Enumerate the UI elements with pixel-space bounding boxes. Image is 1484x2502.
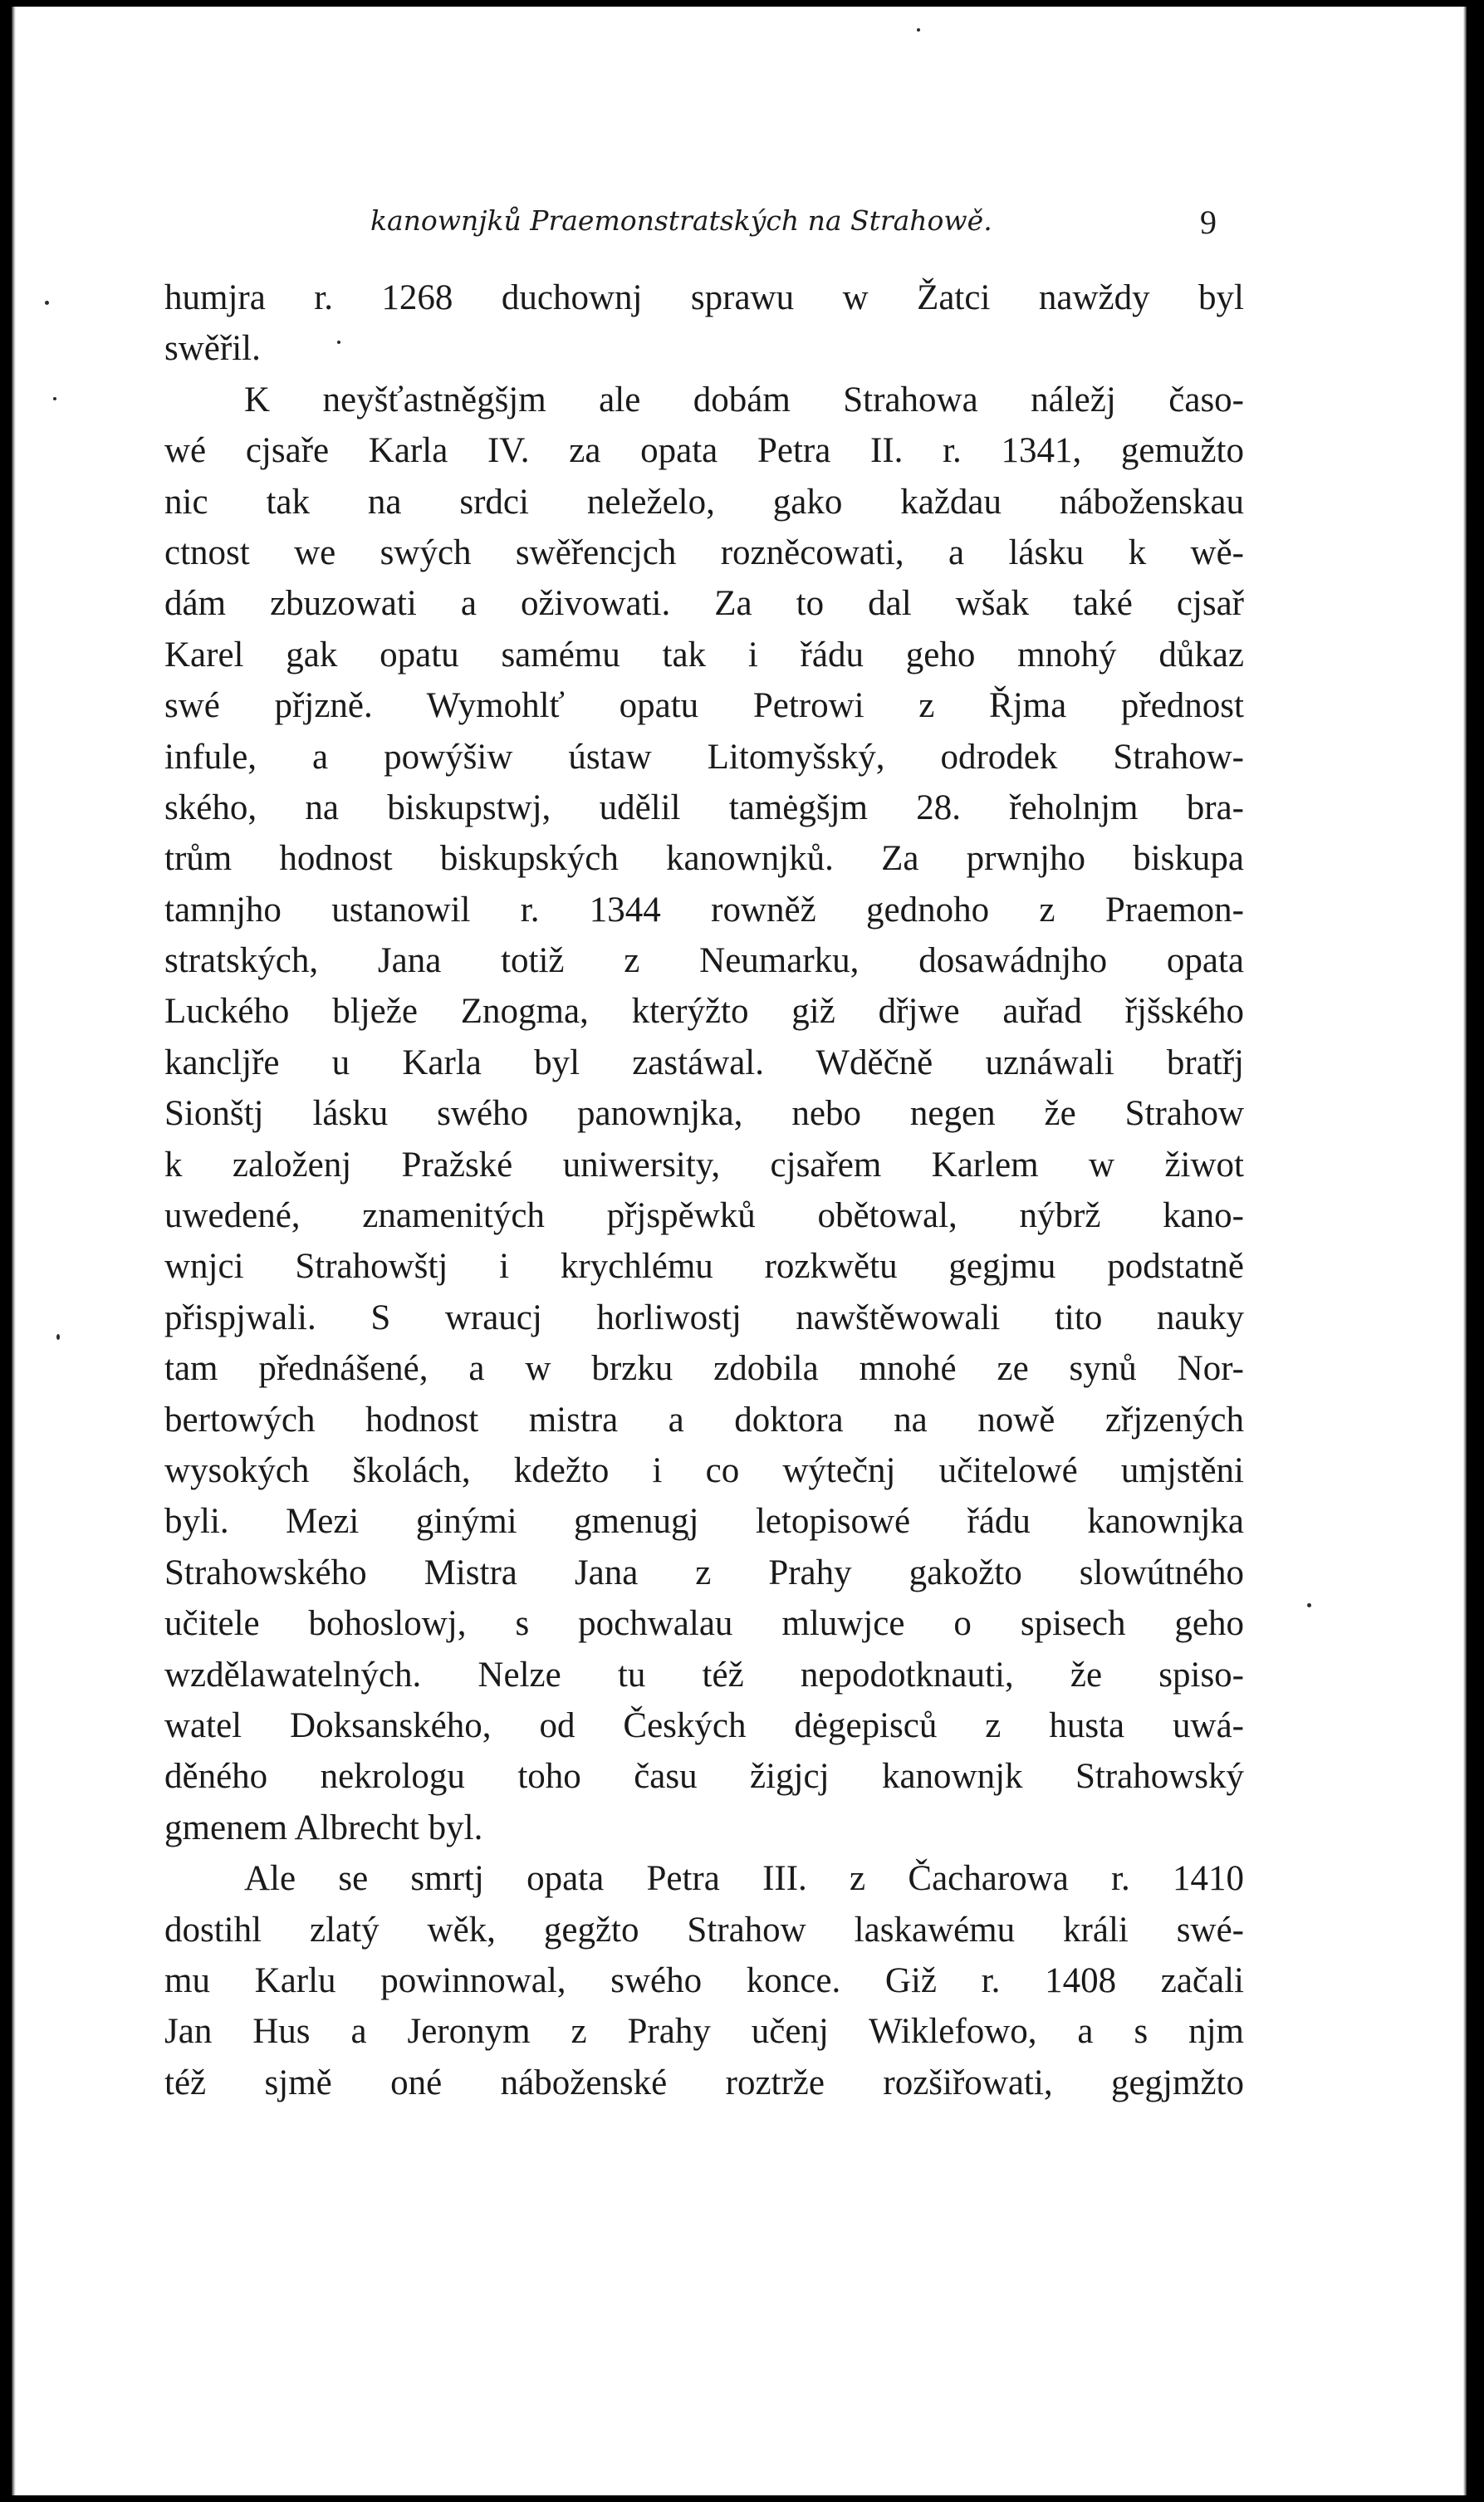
text-line: nic tak na srdci neleželo, gako každau náboženskau xyxy=(164,482,1244,522)
text-line: tam přednášené, a w brzku zdobila mnohé ze synů Nor- xyxy=(164,1349,1244,1389)
text-line: uwedené, znamenitých přjspěwků obětowal, nýbrž kano- xyxy=(164,1196,1244,1236)
text-line: dostihl zlatý wěk, gegžto Strahow laskawému králi swé- xyxy=(164,1910,1244,1950)
text-line: infule, a powýšiw ústaw Litomyšský, odrodek Strahow- xyxy=(164,737,1244,777)
text-line: ského, na biskupstwj, udělil tamėgšjm 28. řeholnjm bra- xyxy=(164,787,1244,827)
ink-speck xyxy=(337,341,340,344)
text-line: swěřil. xyxy=(164,329,261,369)
ink-speck xyxy=(45,301,49,305)
text-line: byli. Mezi ginými gmenugj letopisowé řádu kanownjka xyxy=(164,1502,1244,1542)
scan-edge-right xyxy=(1463,7,1467,2495)
book-page xyxy=(12,7,1467,2495)
text-line: wysokých školách, kdežto i co wýtečnj učitelowé umjstěni xyxy=(164,1450,1244,1490)
text-line: učitele bohoslowj, s pochwalau mluwjce o spisech geho xyxy=(164,1604,1244,1644)
text-line: wnjci Strahowštj i krychlému rozkwětu gegjmu podstatně xyxy=(164,1247,1244,1287)
text-line: trům hodnost biskupských kanownjků. Za prwnjho biskupa xyxy=(164,839,1244,879)
text-line: kancljře u Karla byl zastáwal. Wděčně uznáwali bratřj xyxy=(164,1042,1244,1082)
text-line: K neyšťastněgšjm ale dobám Strahowa náležj časo- xyxy=(244,380,1244,419)
text-line: děného nekrologu toho času žigjcj kanownjk Strahowský xyxy=(164,1757,1244,1797)
scan-edge-left xyxy=(12,7,16,2495)
text-line: bertowých hodnost mistra a doktora na nowě zřjzených xyxy=(164,1400,1244,1440)
text-line: ctnost we swých swěřencjch rozněcowati, a lásku k wě- xyxy=(164,532,1244,572)
ink-speck xyxy=(56,1334,60,1340)
text-line: též sjmě oné náboženské roztrže rozšiřowati, gegjmžto xyxy=(164,2063,1244,2102)
text-line: Jan Hus a Jeronym z Prahy učenj Wiklefowo, a s njm xyxy=(164,2012,1244,2052)
text-line: stratských, Jana totiž z Neumarku, dosawádnjho opata xyxy=(164,941,1244,981)
text-line: Luckého blježe Znogma, kterýžto giž dřjwe auřad řjšského xyxy=(164,992,1244,1032)
text-line: watel Doksanského, od Českých dėgepisců z husta uwá- xyxy=(164,1705,1244,1745)
text-line: tamnjho ustanowil r. 1344 rowněž gednoho z Praemon- xyxy=(164,890,1244,930)
text-line: Sionštj lásku swého panownjka, nebo negen že Strahow xyxy=(164,1094,1244,1134)
page-header xyxy=(365,196,1217,254)
text-line: humjra r. 1268 duchownj sprawu w Žatci nawždy byl xyxy=(164,278,1244,317)
text-line: wé cjsaře Karla IV. za opata Petra II. r. 1341, gemužto xyxy=(164,431,1244,471)
running-title: kanownjků Praemonstratských na Strahowě. xyxy=(370,204,992,237)
text-line: dám zbuzowati a oživowati. Za to dal wšak také cjsař xyxy=(164,584,1244,624)
text-line: přispjwali. S wraucj horliwostj nawštěwowali tito nauky xyxy=(164,1298,1244,1337)
text-line: k založenj Pražské uniwersity, cjsařem Karlem w žiwot xyxy=(164,1145,1244,1185)
text-line: Karel gak opatu samému tak i řádu geho mnohý důkaz xyxy=(164,635,1244,675)
ink-speck xyxy=(53,397,56,400)
text-line: Ale se smrtj opata Petra III. z Čacharowa r. 1410 xyxy=(244,1859,1244,1899)
text-line: Strahowského Mistra Jana z Prahy gakožto slowútného xyxy=(164,1553,1244,1592)
text-line: gmenem Albrecht byl. xyxy=(164,1808,483,1847)
text-line: wzdělawatelných. Nelze tu též nepodotknauti, že spiso- xyxy=(164,1655,1244,1695)
page-number: 9 xyxy=(1200,204,1217,241)
body-text xyxy=(164,272,1244,2108)
text-line: mu Karlu powinnowal, swého konce. Giž r. 1408 začali xyxy=(164,1960,1244,2000)
ink-speck xyxy=(1307,1603,1311,1607)
text-line: swé přjzně. Wymohlť opatu Petrowi z Řjma přednost xyxy=(164,686,1244,726)
ink-speck xyxy=(917,28,920,32)
